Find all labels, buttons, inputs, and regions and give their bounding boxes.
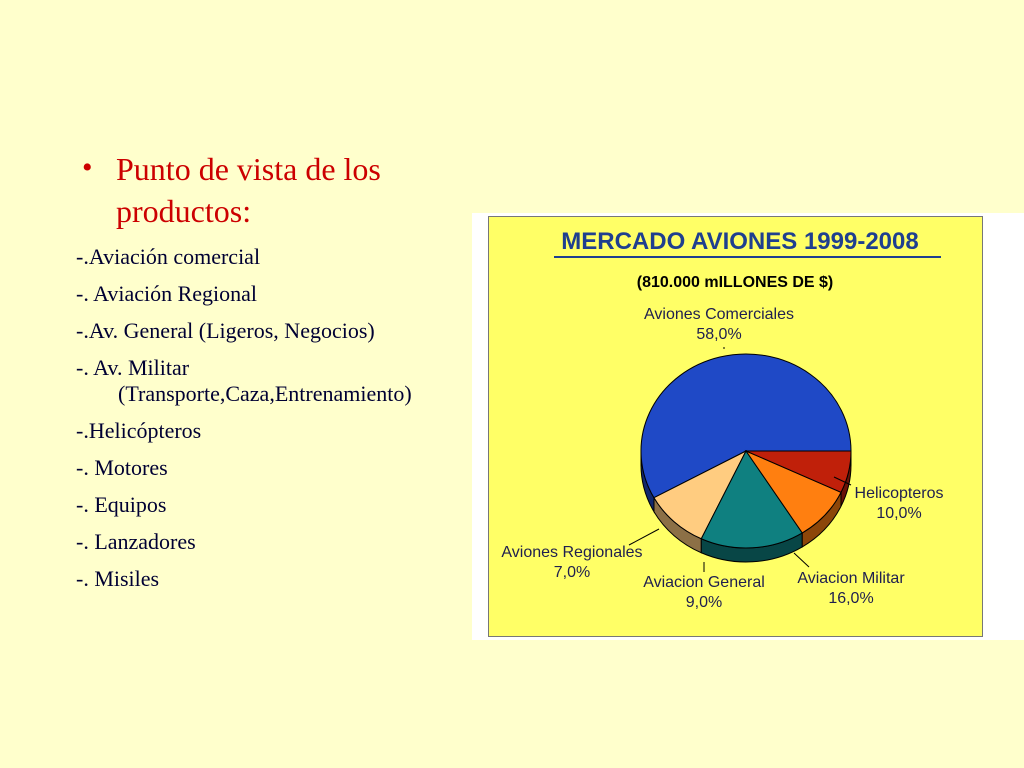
list-item-helicopteros: -.Helicópteros xyxy=(76,418,202,443)
pie-chart xyxy=(489,217,984,638)
list-item-av-militar-label: -. Av. Militar xyxy=(76,355,190,380)
leader-line-aviacion-militar xyxy=(794,553,809,567)
slice-name-aviacion-militar: Aviacion Militar xyxy=(797,570,905,587)
list-item-av-general: -.Av. General (Ligeros, Negocios) xyxy=(76,318,375,343)
slice-value-aviacion-militar: 16,0% xyxy=(828,590,874,607)
list-item-av-militar xyxy=(76,355,496,407)
bullet-icon: • xyxy=(82,151,93,184)
slice-name-helicopteros: Helicopteros xyxy=(854,485,944,502)
slide-heading xyxy=(82,148,482,232)
product-list xyxy=(76,244,496,603)
list-item-av-militar-detail: (Transporte,Caza,Entrenamiento) xyxy=(118,381,412,406)
list-item-equipos: -. Equipos xyxy=(76,492,167,517)
slice-value-aviones-regionales: 7,0% xyxy=(553,564,591,581)
list-item-aviacion-regional: -. Aviación Regional xyxy=(76,281,258,306)
leader-line-aviones-regionales xyxy=(629,529,659,545)
list-item-misiles: -. Misiles xyxy=(76,566,160,591)
slice-name-aviones-comerciales: Aviones Comerciales xyxy=(644,306,794,323)
slice-value-aviones-comerciales: 58,0% xyxy=(696,326,742,343)
list-item-lanzadores: -. Lanzadores xyxy=(76,529,196,554)
pie-slices xyxy=(641,354,851,562)
chart-subtitle: (810.000 mILLONES DE $) xyxy=(636,274,834,291)
chart-panel xyxy=(488,216,983,637)
chart-title: MERCADO AVIONES 1999-2008 xyxy=(561,228,919,255)
list-item-aviacion-comercial: -.Aviación comercial xyxy=(76,244,261,269)
heading-text: Punto de vista de los productos: xyxy=(116,151,381,229)
list-item-motores: -. Motores xyxy=(76,455,168,480)
slice-value-aviacion-general: 9,0% xyxy=(685,594,723,611)
slice-name-aviones-regionales: Aviones Regionales xyxy=(501,544,643,561)
slice-value-helicopteros: 10,0% xyxy=(876,505,922,522)
slice-name-aviacion-general: Aviacion General xyxy=(643,574,765,591)
